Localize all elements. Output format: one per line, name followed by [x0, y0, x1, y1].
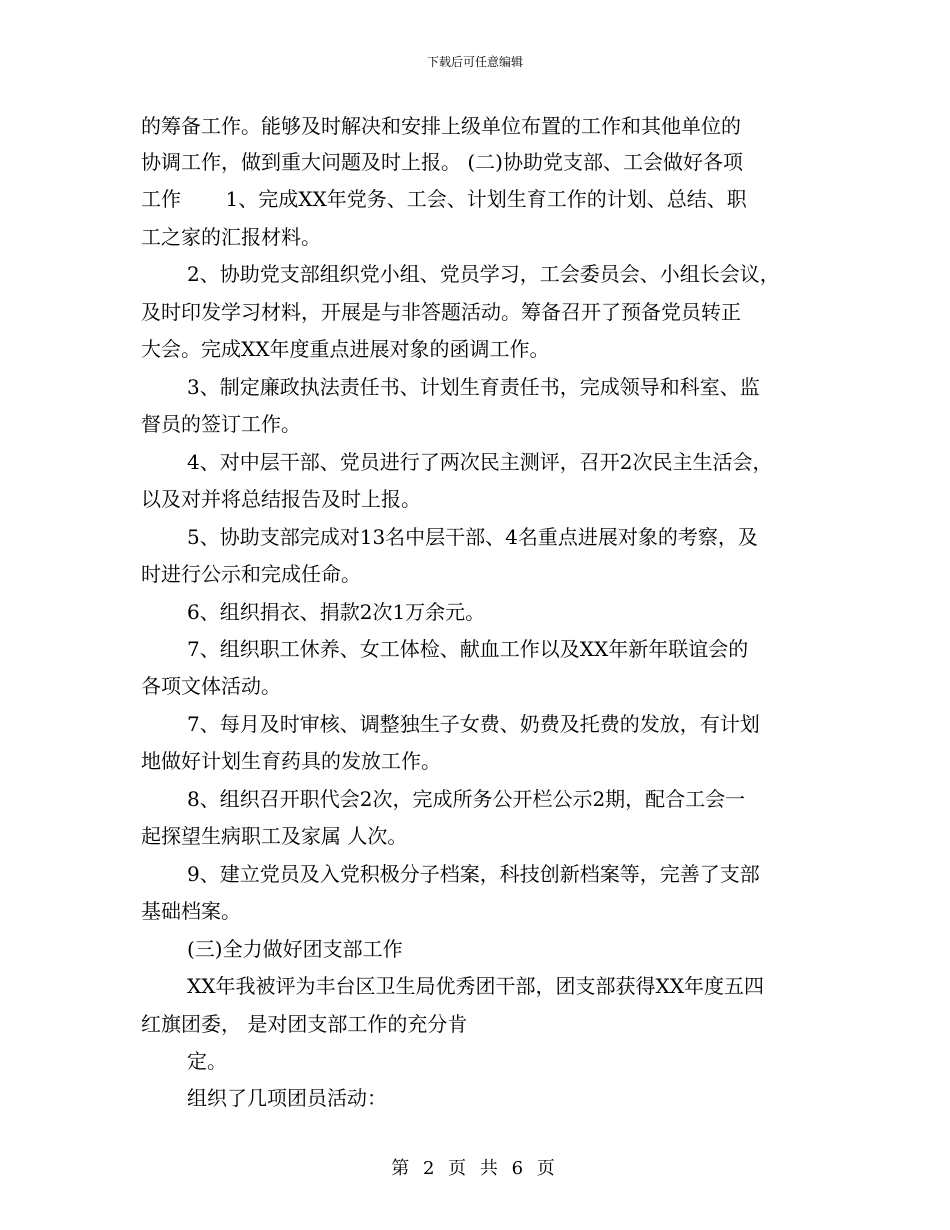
body-line: 6、组织捐衣、捐款2次1万余元。 [187, 600, 486, 624]
body-line: 4、对中层干部、党员进行了两次民主测评，召开2次民主生活会， [187, 450, 773, 474]
body-line: 工之家的汇报材料。 [141, 225, 321, 249]
body-line: 及时印发学习材料，开展是与非答题活动。筹备召开了预备党员转正 [141, 300, 741, 324]
body-line: 7、每月及时审核、调整独生子女费、奶费及托费的发放，有计划 [187, 712, 760, 736]
body-line: 督员的签订工作。 [141, 412, 301, 436]
body-line: 以及对并将总结报告及时上报。 [141, 487, 421, 511]
body-line: XX年我被评为丰台区卫生局优秀团干部，团支部获得XX年度五四 [187, 974, 764, 998]
body-line: 7、组织职工休养、女工体检、献血工作以及XX年新年联谊会的 [187, 637, 749, 661]
body-line: 协调工作，做到重大问题及时上报。 (二)协助党支部、工会做好各项 [141, 150, 743, 174]
page-footer: 第 2 页 共 6 页 [391, 1158, 559, 1179]
body-line: 2、协助党支部组织党小组、党员学习，工会委员会、小组长会议， [187, 262, 780, 286]
body-line: 9、建立党员及入党积极分子档案，科技创新档案等，完善了支部 [187, 862, 760, 886]
page-header: 下载后可任意编辑 [426, 55, 523, 69]
section-heading: (三)全力做好团支部工作 [187, 937, 403, 961]
body-line: 基础档案。 [141, 899, 241, 923]
body-line: 的筹备工作。能够及时解决和安排上级单位布置的工作和其他单位的 [141, 114, 741, 138]
body-line: 组织了几项团员活动： [187, 1086, 387, 1110]
body-line: 各项文体活动。 [141, 674, 281, 698]
body-line: 红旗团委， 是对团支部工作的充分肯 [141, 1012, 468, 1036]
body-line: 5、协助支部完成对13名中层干部、4名重点进展对象的考察，及 [187, 525, 758, 549]
body-line: 大会。完成XX年度重点进展对象的函调工作。 [141, 337, 550, 361]
body-line: 3、制定廉政执法责任书、计划生育责任书，完成领导和科室、监 [187, 375, 760, 399]
body-line: 时进行公示和完成任命。 [141, 562, 361, 586]
body-line: 起探望生病职工及家属 人次。 [141, 824, 408, 848]
body-line: 8、组织召开职代会2次，完成所务公开栏公示2期，配合工会一 [187, 787, 746, 811]
body-line: 定。 [187, 1049, 227, 1073]
body-line: 地做好计划生育药具的发放工作。 [141, 749, 441, 773]
body-line: 工作 1、完成XX年党务、工会、计划生育工作的计划、总结、职 [141, 187, 747, 211]
